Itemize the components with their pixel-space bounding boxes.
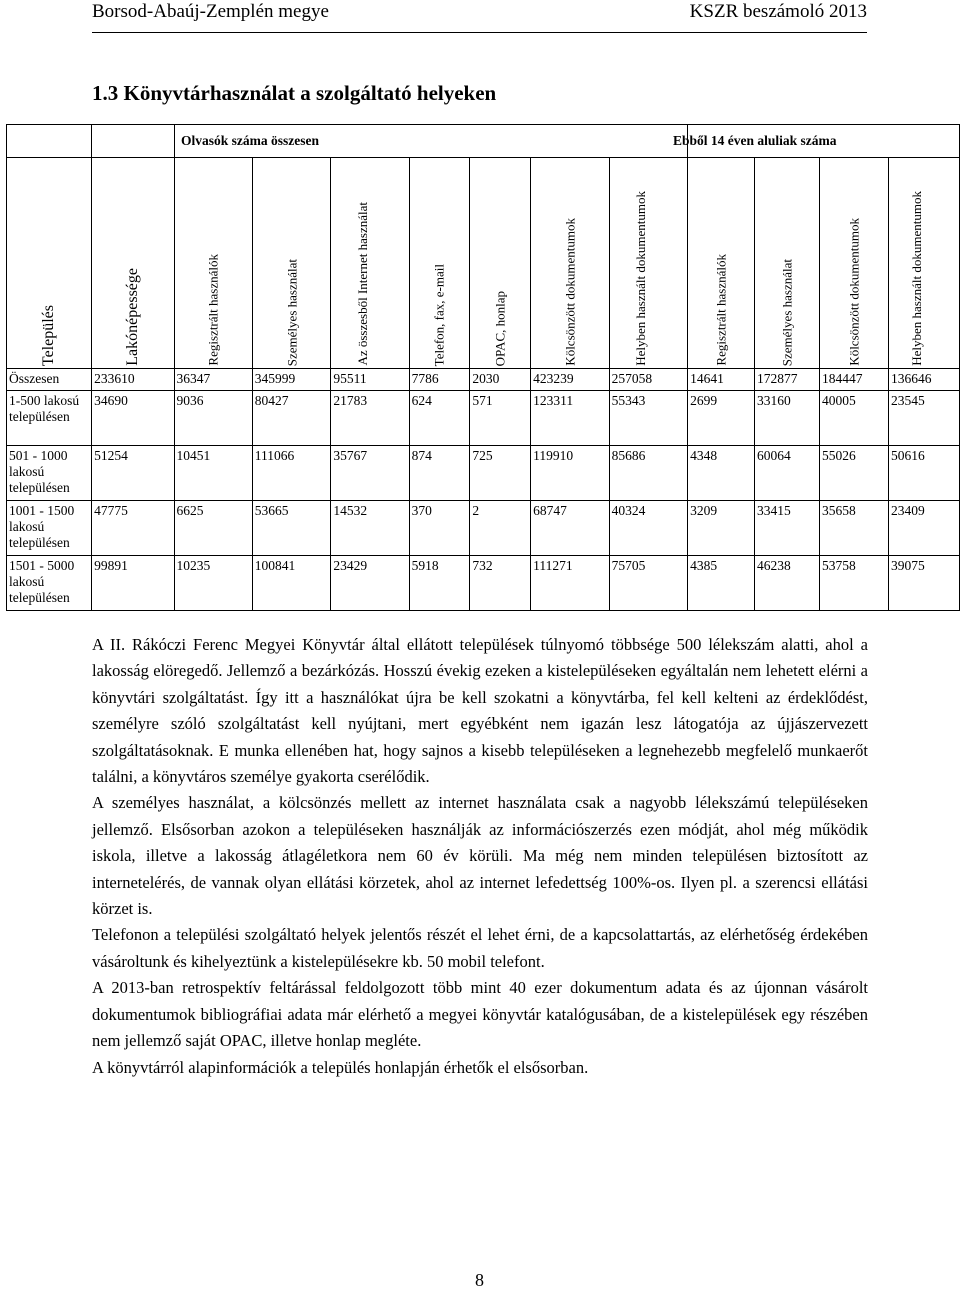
group-label-under14: Ebből 14 éven aluliak száma bbox=[673, 133, 837, 148]
table-row bbox=[7, 501, 960, 556]
page-number: 8 bbox=[475, 1270, 484, 1290]
table-cell: 35658 bbox=[820, 501, 889, 556]
table-cell: 95511 bbox=[331, 369, 409, 391]
table-cell: 2699 bbox=[688, 391, 755, 446]
table-cell: 68747 bbox=[531, 501, 610, 556]
row-label: 1501 - 5000 lakosú településen bbox=[7, 556, 92, 611]
table-cell: 725 bbox=[470, 446, 531, 501]
col-header-personal-u14 bbox=[754, 158, 819, 369]
col-header-settlement bbox=[7, 158, 92, 369]
table-cell: 53758 bbox=[820, 556, 889, 611]
table-cell: 40005 bbox=[820, 391, 889, 446]
col-header-text: Személyes használat bbox=[779, 258, 795, 366]
row-label: 1-500 lakosú településen bbox=[7, 391, 92, 446]
table-cell: 36347 bbox=[174, 369, 252, 391]
table-row bbox=[7, 446, 960, 501]
table-cell: 60064 bbox=[754, 446, 819, 501]
table-cell: 47775 bbox=[92, 501, 174, 556]
table-cell: 136646 bbox=[889, 369, 960, 391]
table-cell: 2030 bbox=[470, 369, 531, 391]
table-row bbox=[7, 391, 960, 446]
table-cell: 4348 bbox=[688, 446, 755, 501]
col-header-text: Helyben használt dokumentumok bbox=[909, 191, 924, 366]
table-cell: 50616 bbox=[889, 446, 960, 501]
header-report-title: KSZR beszámoló 2013 bbox=[689, 1, 867, 22]
col-header-text: Regisztrált használók bbox=[713, 254, 729, 366]
table-cell: 33415 bbox=[754, 501, 819, 556]
table-cell: 23545 bbox=[889, 391, 960, 446]
header-rule bbox=[92, 32, 867, 33]
col-header-text: Személyes használat bbox=[284, 258, 300, 366]
col-header-text: Telefon, fax, e-mail bbox=[431, 263, 447, 366]
table-cell: 39075 bbox=[889, 556, 960, 611]
table-cell: 10451 bbox=[174, 446, 252, 501]
table-cell: 23429 bbox=[331, 556, 409, 611]
col-header-text: Kölcsönzött dokumentumok bbox=[846, 218, 862, 366]
table-cell: 46238 bbox=[754, 556, 819, 611]
table-row bbox=[7, 369, 960, 391]
col-header-population bbox=[92, 158, 174, 369]
library-usage-table bbox=[6, 124, 960, 611]
paragraph: A személyes használat, a kölcsönzés mellett az internet használata csak a nagyobb lélekszámú településeken jellemző. Elsősorban azokon a településeken használják az információszerzés ezen módját, ahol még működik iskola, illetve a lakosság átlagéletkora nem 60 év körüli. Ma még nem minden településen biztosított az internetelérés, de vannak olyan ellátási körzetek, ahol az internet lefedettség 100%-os. Ilyen pl. a szerencsi ellátási körzet is. bbox=[92, 793, 868, 919]
col-header-text: Helyben használt dokumentumok bbox=[633, 191, 649, 366]
row-label: 1001 - 1500 lakosú településen bbox=[7, 501, 92, 556]
col-header-text: OPAC, honlap bbox=[492, 290, 508, 366]
table-cell: 233610 bbox=[92, 369, 174, 391]
col-header-onsite bbox=[609, 158, 688, 369]
table-cell: 2 bbox=[470, 501, 531, 556]
table-cell: 23409 bbox=[889, 501, 960, 556]
table-cell: 123311 bbox=[531, 391, 610, 446]
col-header-opac bbox=[470, 158, 531, 369]
table-cell: 14641 bbox=[688, 369, 755, 391]
section-title: 1.3 Könyvtárhasználat a szolgáltató helyeken bbox=[92, 81, 497, 105]
paragraph: A 2013-ban retrospektív feltárással feldolgozott több mint 40 ezer dokumentum adata és az újonnan vásárolt dokumentumok bibliográfiai adata már elérhető a megyei könyvtár katalógusában, de a kistelepülések egy részében nem jellemző saját OPAC, illetve honlap megléte. bbox=[92, 978, 868, 1051]
paragraph: A II. Rákóczi Ferenc Megyei Könyvtár által ellátott települések túlnyomó többsége 500 lélekszám alatti, ahol a lakosság elöregedő. Jellemző a bezárkózás. Hosszú évekig ezeken a kistelepüléseken egyáltalán nem lehetett elérni a könyvtári szolgáltatást. Így itt a használókat újra be kell szokatni a könyvtárba, fel kell kelteni az érdeklődést, személyre szóló szolgáltatást kell nyújtani, mert egyébként nem igazán lesz látogatója az újjászervezett szolgáltatásoknak. E munka ellenében hat, hogy sajnos a kisebb településeken a legnehezebb megfelelő munkaerőt találni, a könyvtáros személye gyakorta cserélődik. bbox=[92, 635, 868, 787]
table-cell: 732 bbox=[470, 556, 531, 611]
header-county: Borsod-Abaúj-Zemplén megye bbox=[92, 1, 329, 22]
col-header-registered-u14 bbox=[688, 158, 755, 369]
table-body bbox=[7, 369, 960, 611]
row-label: 501 - 1000 lakosú településen bbox=[7, 446, 92, 501]
table-cell: 55343 bbox=[609, 391, 688, 446]
table-cell: 35767 bbox=[331, 446, 409, 501]
table-cell: 33160 bbox=[754, 391, 819, 446]
table-cell: 4385 bbox=[688, 556, 755, 611]
table-cell: 100841 bbox=[252, 556, 331, 611]
group-label-all-readers: Olvasók száma összesen bbox=[181, 133, 319, 148]
table-cell: 874 bbox=[409, 446, 470, 501]
corner-cell bbox=[7, 125, 92, 158]
col-header-phone bbox=[409, 158, 470, 369]
table-cell: 85686 bbox=[609, 446, 688, 501]
table-cell: 257058 bbox=[609, 369, 688, 391]
table-cell: 3209 bbox=[688, 501, 755, 556]
table-cell: 10235 bbox=[174, 556, 252, 611]
col-header-internet bbox=[331, 158, 409, 369]
col-header-onsite-u14 bbox=[889, 158, 960, 369]
body-text bbox=[92, 632, 868, 1081]
col-header-text: Lakónépessége bbox=[123, 268, 141, 366]
table-cell: 34690 bbox=[92, 391, 174, 446]
table-cell: 9036 bbox=[174, 391, 252, 446]
table-cell: 7786 bbox=[409, 369, 470, 391]
table-cell: 571 bbox=[470, 391, 531, 446]
col-header-text: Regisztrált használók bbox=[205, 254, 221, 366]
col-header-loaned bbox=[531, 158, 610, 369]
table-cell: 345999 bbox=[252, 369, 331, 391]
table-cell: 21783 bbox=[331, 391, 409, 446]
paragraph: A könyvtárról alapinformációk a település honlapján érhetők el elsősorban. bbox=[92, 1057, 589, 1077]
table-cell: 14532 bbox=[331, 501, 409, 556]
col-header-text: Kölcsönzött dokumentumok bbox=[562, 218, 578, 366]
col-header-text: Az összesből Internet használat bbox=[354, 202, 370, 366]
table-cell: 5918 bbox=[409, 556, 470, 611]
table-row bbox=[7, 556, 960, 611]
row-label: Összesen bbox=[7, 369, 92, 391]
table-cell: 75705 bbox=[609, 556, 688, 611]
table-cell: 6625 bbox=[174, 501, 252, 556]
table-cell: 184447 bbox=[820, 369, 889, 391]
table-cell: 119910 bbox=[531, 446, 610, 501]
table-cell: 80427 bbox=[252, 391, 331, 446]
table-cell: 99891 bbox=[92, 556, 174, 611]
table-cell: 624 bbox=[409, 391, 470, 446]
table-cell: 370 bbox=[409, 501, 470, 556]
table-cell: 111066 bbox=[252, 446, 331, 501]
table-cell: 423239 bbox=[531, 369, 610, 391]
col-header-loaned-u14 bbox=[820, 158, 889, 369]
col-header-registered bbox=[174, 158, 252, 369]
corner-cell bbox=[92, 125, 174, 158]
table-cell: 111271 bbox=[531, 556, 610, 611]
col-header-text: Település bbox=[40, 304, 58, 366]
table-cell: 40324 bbox=[609, 501, 688, 556]
table-cell: 172877 bbox=[754, 369, 819, 391]
paragraph: Telefonon a települési szolgáltató helyek jelentős részét el lehet érni, de a kapcsolattartás, az elérhetőség érdekében vásároltunk és kihelyeztünk a kistelepülésekre kb. 50 mobil telefont. bbox=[92, 925, 868, 971]
col-header-personal bbox=[252, 158, 331, 369]
table-cell: 55026 bbox=[820, 446, 889, 501]
table-cell: 53665 bbox=[252, 501, 331, 556]
table-cell: 51254 bbox=[92, 446, 174, 501]
